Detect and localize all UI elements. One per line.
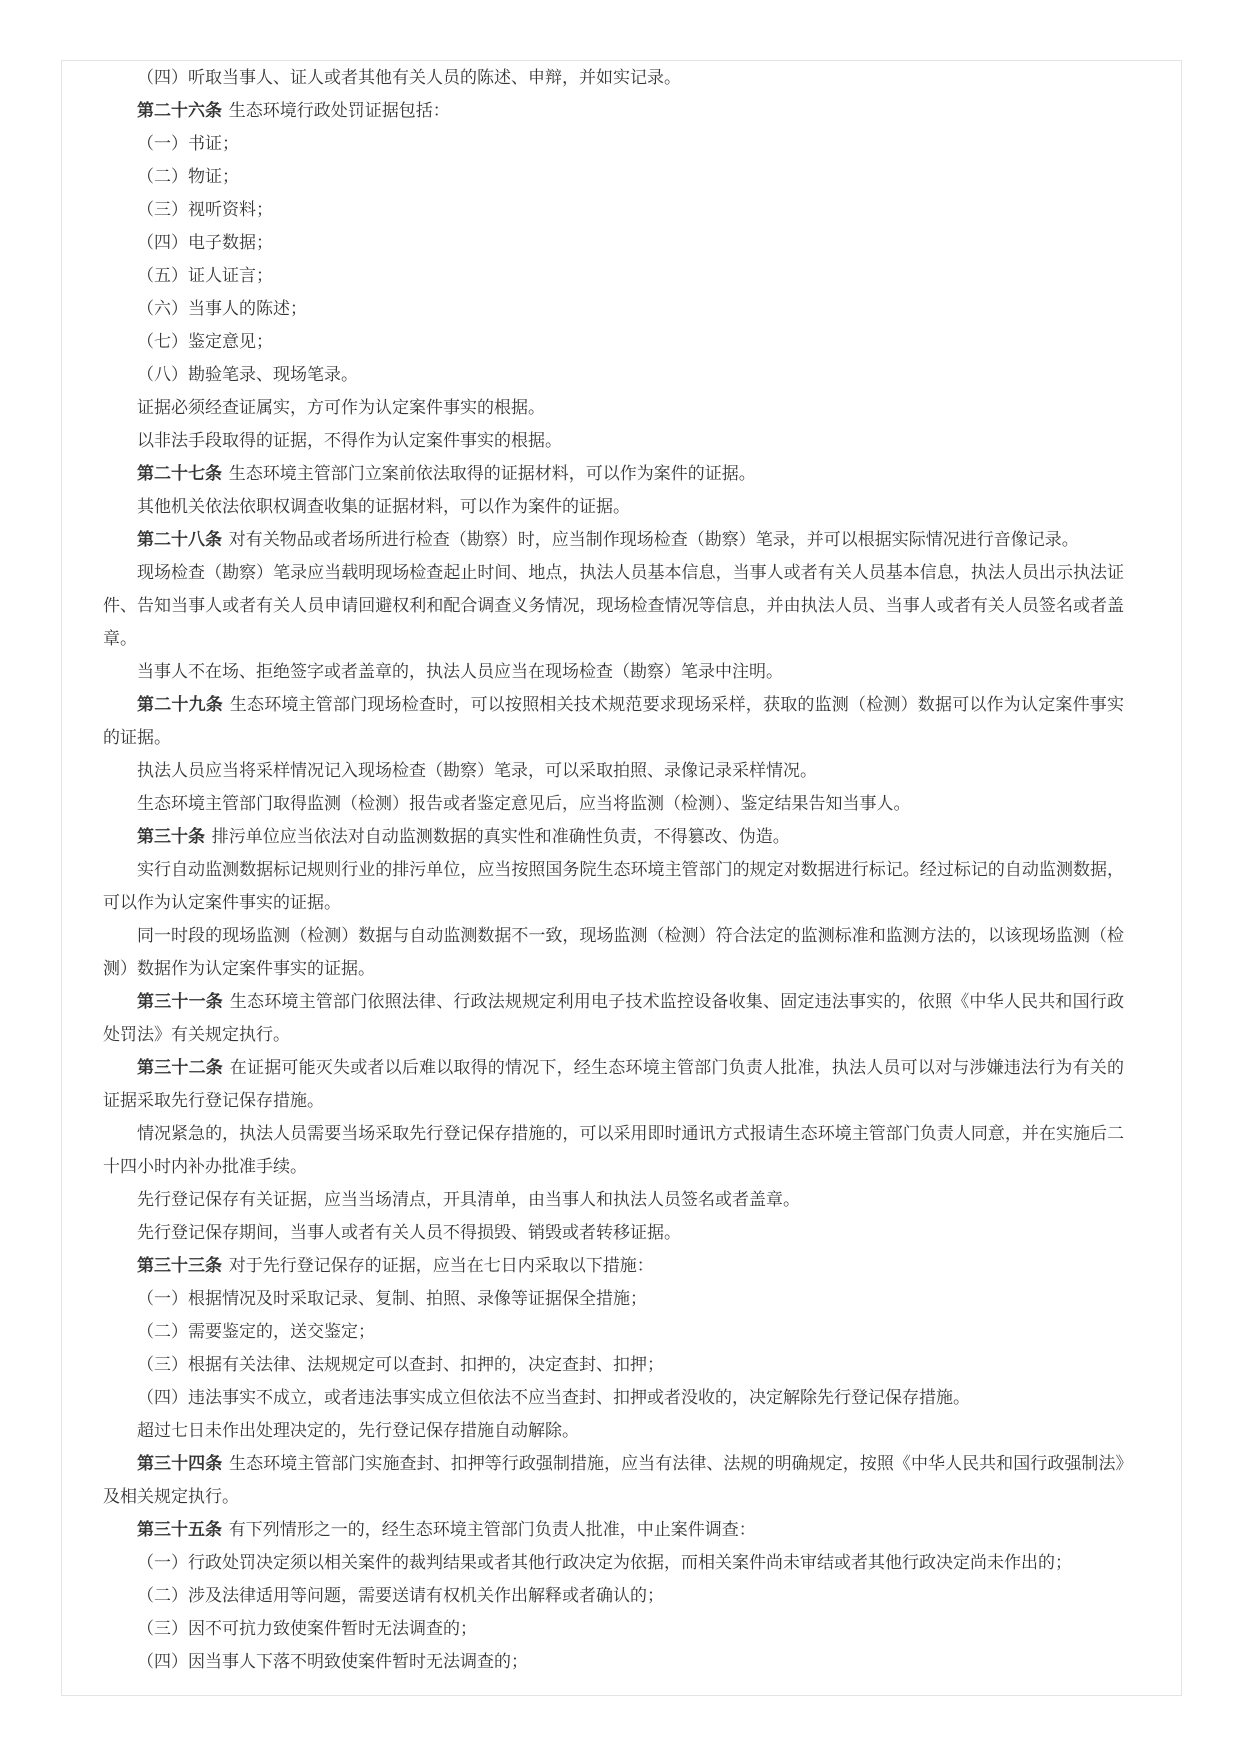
document-content	[62, 61, 1181, 1678]
paragraph	[103, 556, 1124, 655]
paragraph	[103, 259, 1124, 292]
article-number: 第三十四条	[137, 1454, 223, 1473]
paragraph-text: （二）需要鉴定的，送交鉴定；	[137, 1322, 375, 1341]
article-number: 第二十八条	[137, 530, 222, 549]
paragraph-text: （七）鉴定意见；	[137, 332, 273, 351]
paragraph-text: （一）根据情况及时采取记录、复制、拍照、录像等证据保全措施；	[137, 1289, 647, 1308]
paragraph-text: （三）根据有关法律、法规规定可以查封、扣押的，决定查封、扣押；	[137, 1355, 664, 1374]
article-number: 第二十九条	[137, 695, 223, 714]
paragraph	[103, 1546, 1124, 1579]
paragraph	[103, 160, 1124, 193]
paragraph-text: 对于先行登记保存的证据，应当在七日内采取以下措施：	[228, 1256, 654, 1275]
paragraph	[103, 424, 1124, 457]
paragraph-text: 排污单位应当依法对自动监测数据的真实性和准确性负责，不得篡改、伪造。	[211, 827, 790, 846]
paragraph-text: （四）电子数据；	[137, 233, 273, 252]
paragraph	[103, 754, 1124, 787]
paragraph-text: 证据必须经查证属实，方可作为认定案件事实的根据。	[137, 398, 545, 417]
paragraph-text: 情况紧急的，执法人员需要当场采取先行登记保存措施的，可以采用即时通讯方式报请生态环境主管部门负责人同意，并在实施后二十四小时内补办批准手续。	[103, 1124, 1124, 1176]
paragraph-text: （五）证人证言；	[137, 266, 273, 285]
document-page	[61, 60, 1182, 1696]
paragraph	[103, 853, 1124, 919]
paragraph-text: （一）行政处罚决定须以相关案件的裁判结果或者其他行政决定为依据，而相关案件尚未审结或者其他行政决定尚未作出的；	[137, 1553, 1072, 1572]
paragraph	[103, 787, 1124, 820]
paragraph	[103, 1348, 1124, 1381]
paragraph-text: 生态环境主管部门现场检查时，可以按照相关技术规范要求现场采样，获取的监测（检测）数据可以作为认定案件事实的证据。	[103, 695, 1124, 747]
paragraph	[103, 1183, 1124, 1216]
paragraph-text: 当事人不在场、拒绝签字或者盖章的，执法人员应当在现场检查（勘察）笔录中注明。	[137, 662, 783, 681]
article-number: 第三十五条	[137, 1520, 222, 1539]
paragraph	[103, 1645, 1124, 1678]
paragraph-text: 先行登记保存期间，当事人或者有关人员不得损毁、销毁或者转移证据。	[137, 1223, 681, 1242]
paragraph-text: （六）当事人的陈述；	[137, 299, 307, 318]
paragraph	[103, 490, 1124, 523]
article-number: 第三十二条	[137, 1058, 223, 1077]
paragraph-text: 生态环境主管部门立案前依法取得的证据材料，可以作为案件的证据。	[228, 464, 756, 483]
paragraph-text: 生态环境主管部门实施查封、扣押等行政强制措施，应当有法律、法规的明确规定，按照《中华人民共和国行政强制法》及相关规定执行。	[103, 1454, 1125, 1506]
paragraph	[103, 1117, 1124, 1183]
paragraph-text: 实行自动监测数据标记规则行业的排污单位，应当按照国务院生态环境主管部门的规定对数据进行标记。经过标记的自动监测数据，可以作为认定案件事实的证据。	[103, 860, 1124, 912]
article-number: 第二十七条	[137, 464, 222, 483]
paragraph	[103, 1216, 1124, 1249]
paragraph-text: 现场检查（勘察）笔录应当载明现场检查起止时间、地点，执法人员基本信息，当事人或者有关人员基本信息，执法人员出示执法证件、告知当事人或者有关人员申请回避权利和配合调查义务情况，现场检查情况等信息，并由执法人员、当事人或者有关人员签名或者盖章。	[103, 563, 1124, 648]
paragraph	[103, 1381, 1124, 1414]
paragraph-text: （八）勘验笔录、现场笔录。	[137, 365, 358, 384]
paragraph-text: 以非法手段取得的证据，不得作为认定案件事实的根据。	[137, 431, 562, 450]
article-paragraph	[103, 1447, 1124, 1513]
paragraph-text: 先行登记保存有关证据，应当当场清点，开具清单，由当事人和执法人员签名或者盖章。	[137, 1190, 800, 1209]
paragraph-text: 生态环境主管部门取得监测（检测）报告或者鉴定意见后，应当将监测（检测）、鉴定结果告知当事人。	[137, 794, 911, 813]
paragraph-text: 有下列情形之一的，经生态环境主管部门负责人批准，中止案件调查：	[228, 1520, 756, 1539]
paragraph-text: （四）违法事实不成立，或者违法事实成立但依法不应当查封、扣押或者没收的，决定解除先行登记保存措施。	[137, 1388, 970, 1407]
article-number: 第二十六条	[137, 101, 222, 120]
paragraph-text: （三）因不可抗力致使案件暂时无法调查的；	[137, 1619, 477, 1638]
article-number: 第三十一条	[137, 992, 223, 1011]
paragraph	[103, 61, 1124, 94]
paragraph-text: 执法人员应当将采样情况记入现场检查（勘察）笔录，可以采取拍照、录像记录采样情况。	[137, 761, 817, 780]
paragraph-text: 生态环境行政处罚证据包括：	[228, 101, 450, 120]
paragraph-text: 超过七日未作出处理决定的，先行登记保存措施自动解除。	[137, 1421, 579, 1440]
article-paragraph	[103, 688, 1124, 754]
paragraph-text: （一）书证；	[137, 134, 239, 153]
article-paragraph	[103, 457, 1124, 490]
article-number: 第三十三条	[137, 1256, 222, 1275]
paragraph-text: （四）听取当事人、证人或者其他有关人员的陈述、申辩，并如实记录。	[137, 68, 681, 87]
article-paragraph	[103, 1051, 1124, 1117]
paragraph	[103, 919, 1124, 985]
paragraph	[103, 193, 1124, 226]
paragraph-text: 同一时段的现场监测（检测）数据与自动监测数据不一致，现场监测（检测）符合法定的监测标准和监测方法的，以该现场监测（检测）数据作为认定案件事实的证据。	[103, 926, 1124, 978]
paragraph	[103, 655, 1124, 688]
paragraph-text: （四）因当事人下落不明致使案件暂时无法调查的；	[137, 1652, 528, 1671]
paragraph-text: （三）视听资料；	[137, 200, 273, 219]
paragraph-text: 在证据可能灭失或者以后难以取得的情况下，经生态环境主管部门负责人批准，执法人员可以对与涉嫌违法行为有关的证据采取先行登记保存措施。	[103, 1058, 1124, 1110]
paragraph	[103, 1282, 1124, 1315]
paragraph-text: （二）涉及法律适用等问题，需要送请有权机关作出解释或者确认的；	[137, 1586, 664, 1605]
article-paragraph	[103, 523, 1124, 556]
paragraph-text: 其他机关依法依职权调查收集的证据材料，可以作为案件的证据。	[137, 497, 630, 516]
paragraph	[103, 226, 1124, 259]
article-paragraph	[103, 94, 1124, 127]
article-paragraph	[103, 820, 1124, 853]
paragraph-text: （二）物证；	[137, 167, 239, 186]
article-number: 第三十条	[137, 827, 205, 846]
article-paragraph	[103, 1513, 1124, 1546]
paragraph	[103, 127, 1124, 160]
paragraph-text: 生态环境主管部门依照法律、行政法规规定利用电子技术监控设备收集、固定违法事实的，依照《中华人民共和国行政处罚法》有关规定执行。	[103, 992, 1124, 1044]
paragraph	[103, 1579, 1124, 1612]
paragraph	[103, 1414, 1124, 1447]
paragraph	[103, 1612, 1124, 1645]
article-paragraph	[103, 985, 1124, 1051]
paragraph	[103, 391, 1124, 424]
paragraph	[103, 358, 1124, 391]
paragraph	[103, 325, 1124, 358]
paragraph	[103, 292, 1124, 325]
article-paragraph	[103, 1249, 1124, 1282]
paragraph	[103, 1315, 1124, 1348]
paragraph-text: 对有关物品或者场所进行检查（勘察）时，应当制作现场检查（勘察）笔录，并可以根据实际情况进行音像记录。	[228, 530, 1079, 549]
